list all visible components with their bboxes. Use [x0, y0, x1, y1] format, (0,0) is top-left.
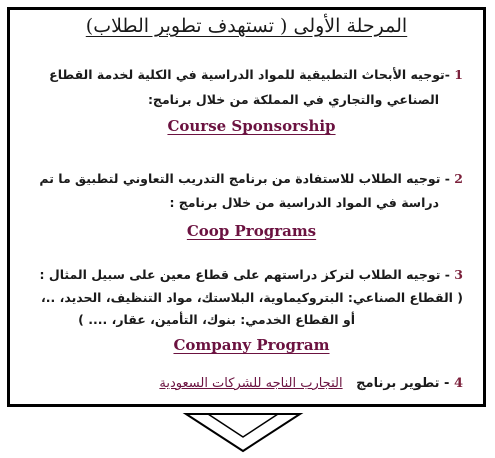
down-arrow-outline-icon: [178, 413, 308, 453]
program-course-sponsorship: Course Sponsorship: [167, 117, 336, 135]
successful-experiences-link[interactable]: التجارب الناجه للشركات السعودية: [159, 376, 343, 391]
item-3-line-3: أو القطاع الخدمي: بنوك، التأمين، عقار، .... ): [78, 312, 355, 327]
program-coop: Coop Programs: [186, 222, 317, 240]
item-1-number: 1: [454, 67, 463, 82]
item-2-number: 2: [454, 171, 463, 186]
item-3-line-2: ( القطاع الصناعي: البتروكيماوية، البلاستك، مواد التنظيف، الحديد، ..،: [41, 290, 463, 305]
page-title: المرحلة الأولى ( تستهدف تطوير الطلاب): [85, 15, 408, 37]
item-3-line-1: 3 - توجيه الطلاب لتركز دراستهم على قطاع معين على سبيل المثال :: [39, 267, 463, 282]
item-4-line: 4 - تطوير برنامج التجارب الناجه للشركات السعودية: [159, 376, 463, 391]
item-1-line-2: الصناعي والتجاري في المملكة من خلال برنامج:: [147, 92, 439, 107]
item-4-number: 4: [453, 376, 463, 391]
item-3-number: 3: [454, 267, 463, 282]
item-1-line-1: 1 -توجيه الأبحاث التطبيقية للمواد الدراسية في الكلية لخدمة القطاع: [49, 67, 463, 82]
item-2-line-2: دراسة في المواد الدراسية من خلال برنامج :: [169, 195, 439, 210]
program-company: Company Program: [173, 336, 330, 354]
item-2-line-1: 2 - توجيه الطلاب للاستفادة من برنامج التدريب التعاوني لتطبيق ما تم: [39, 171, 463, 186]
content-frame: [7, 7, 486, 407]
